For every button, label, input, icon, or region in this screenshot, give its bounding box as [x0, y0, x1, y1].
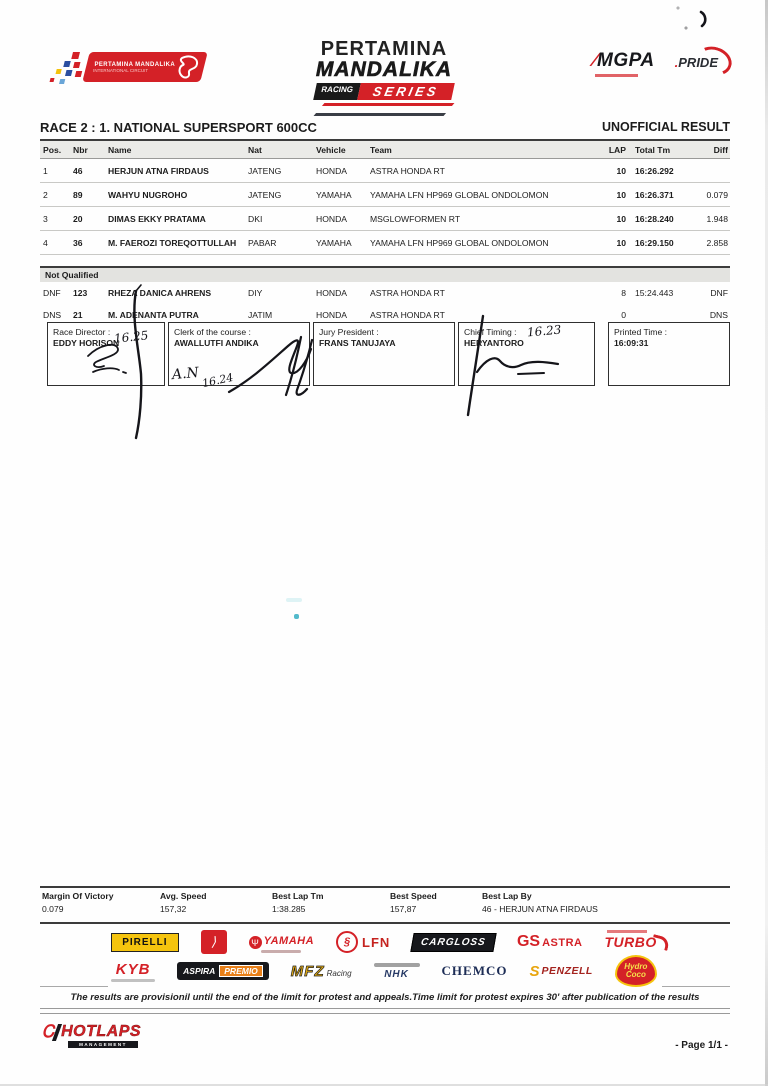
cell-lap: 0: [621, 310, 626, 320]
official-name: EDDY HORISON: [53, 338, 120, 348]
lfn-text: LFN: [362, 934, 391, 950]
cell-lap: 10: [616, 165, 626, 176]
mgpa-logo: [593, 50, 654, 72]
pertamina-mandalika-series-logo: [294, 38, 474, 116]
col-nat: Nat: [248, 144, 262, 155]
astra-text: ASTRA: [542, 937, 583, 949]
cell-pos: DNF: [43, 288, 61, 298]
cell-total: 16:28.240: [635, 213, 674, 224]
stat-value: 157,32: [160, 904, 187, 914]
pride-dot: .: [674, 54, 679, 70]
mandalika-circuit-logo: [48, 46, 208, 92]
cell-team: MSGLOWFORMEN RT: [370, 213, 461, 224]
cell-nbr: 36: [73, 237, 83, 248]
results-table-header: [40, 139, 730, 159]
document-header: [40, 38, 728, 116]
circuit-name: PERTAMINA MANDALIKA: [94, 61, 176, 68]
provisional-results-disclaimer: The results are provisionil until the end of the limit for protest and appeals.Time limit for protest expires 30' after publication of the results: [70, 992, 700, 1003]
corner-pen-mark: [701, 12, 705, 26]
aspira-text: ASPIRA: [183, 966, 216, 976]
cell-diff: DNF: [710, 288, 728, 298]
aspira-premio-logo: [177, 962, 269, 980]
pride-swoosh-icon: [693, 42, 736, 80]
race-statistics: [40, 886, 730, 924]
table-row-dnf: [40, 282, 730, 304]
cell-total: 16:26.292: [635, 165, 674, 176]
cargloss-logo: CARGLOSS: [411, 933, 497, 952]
series-logo-stripes: [314, 103, 455, 116]
cell-lap: 10: [616, 237, 626, 248]
stat-label: Avg. Speed: [160, 891, 207, 901]
cell-nat: DIY: [248, 288, 263, 298]
not-qualified-header: [40, 266, 730, 282]
handwritten-time-clerk: 16.24: [200, 370, 235, 391]
race-title: RACE 2 : 1. NATIONAL SUPERSPORT 600CC: [40, 120, 317, 135]
turbo-topbar: [607, 930, 647, 933]
stat-best-lap-by: [482, 891, 598, 914]
table-row: [40, 159, 730, 183]
coco-text: Coco: [625, 970, 646, 979]
mgpa-text: MGPA: [597, 50, 655, 71]
cell-name: M. FAEROZI TOREQOTTULLAH: [108, 237, 237, 248]
stat-label: Best Lap By: [482, 891, 532, 901]
table-row: [40, 183, 730, 207]
mfz-text: MFZ: [290, 962, 325, 980]
series-logo-line2: MANDALIKA: [315, 58, 453, 81]
cell-vehicle: HONDA: [316, 165, 348, 176]
kyb-subtext-smudge: [111, 979, 155, 982]
gs-astra-logo: [517, 933, 583, 951]
col-nbr: Nbr: [73, 144, 88, 155]
cell-vehicle: YAMAHA: [316, 237, 352, 248]
nhk-topline-smudge: [374, 963, 420, 967]
cell-nbr: 123: [73, 288, 88, 298]
yamaha-logo: [249, 931, 314, 954]
cell-vehicle: YAMAHA: [316, 189, 352, 200]
col-pos: Pos.: [43, 144, 62, 155]
cell-nat: DKI: [248, 213, 263, 224]
cell-nat: PABAR: [248, 237, 277, 248]
rule-segment-left: [40, 986, 108, 987]
cell-pos: DNS: [43, 310, 62, 320]
cell-pos: 2: [43, 189, 48, 200]
penzell-text: PENZELL: [541, 965, 593, 977]
track-outline-icon: [174, 52, 204, 82]
official-role: Chief Timing :: [464, 327, 517, 337]
stat-value: 46 - HERJUN ATNA FIRDAUS: [482, 904, 598, 914]
mgpa-red-accent: ∕: [593, 50, 598, 71]
stat-label: Margin Of Victory: [42, 891, 114, 901]
cell-team: ASTRA HONDA RT: [370, 310, 445, 320]
cell-pos: 4: [43, 237, 48, 248]
cell-nbr: 46: [73, 165, 83, 176]
page-number: - Page 1/1 -: [675, 1040, 728, 1051]
hydro-coco-logo: [615, 955, 657, 987]
honda-wing-icon: ⟩: [201, 930, 227, 954]
col-team: Team: [370, 144, 392, 155]
printed-time-value: 16:09:31: [614, 338, 649, 348]
cell-name: WAHYU NUGROHO: [108, 189, 188, 200]
cell-diff: 1.948: [706, 213, 728, 224]
printed-time-box: [608, 322, 730, 386]
col-total-tm: Total Tm: [635, 144, 671, 155]
hotlaps-logo: [42, 1022, 141, 1048]
pride-logo: [671, 51, 728, 72]
cell-nat: JATENG: [248, 165, 282, 176]
stat-best-speed: [390, 891, 437, 914]
cell-vehicle: HONDA: [316, 213, 348, 224]
lfn-circle-icon: §: [336, 931, 358, 953]
stat-label: Best Speed: [390, 891, 437, 901]
sponsor-row-1: [60, 928, 708, 956]
cell-vehicle: HONDA: [316, 310, 348, 320]
cell-lap: 10: [616, 213, 626, 224]
cell-nbr: 89: [73, 189, 83, 200]
official-role: Jury President :: [319, 327, 379, 337]
cell-diff: 0.079: [706, 189, 728, 200]
cell-total: 16:26.371: [635, 189, 674, 200]
gs-text: GS: [516, 933, 541, 950]
jury-president-box: [313, 322, 455, 386]
col-vehicle: Vehicle: [316, 144, 346, 155]
cell-diff: DNS: [709, 310, 728, 320]
cell-team: ASTRA HONDA RT: [370, 165, 445, 176]
handwritten-time-race-director: 16.25: [113, 328, 149, 346]
scan-speck: [294, 614, 299, 619]
pirelli-logo: PIRELLI: [111, 933, 178, 952]
result-status-label: UNOFFICIAL RESULT: [601, 120, 730, 134]
penzell-logo: [529, 963, 592, 980]
official-role: Race Director :: [53, 327, 111, 337]
cell-total: 15:24.443: [635, 288, 674, 298]
cell-lap: 8: [621, 288, 626, 298]
yamaha-text: YAMAHA: [263, 934, 315, 947]
col-diff: Diff: [713, 144, 728, 155]
kyb-text: KYB: [115, 960, 151, 978]
turbo-logo: [605, 934, 657, 950]
table-row: [40, 231, 730, 255]
cell-pos: 3: [43, 213, 48, 224]
stat-label: Best Lap Tm: [272, 891, 324, 901]
yamaha-subtext-smudge: [261, 950, 301, 953]
cell-team: YAMAHA LFN HP969 GLOBAL ONDOLOMON: [370, 189, 549, 200]
cell-nbr: 21: [73, 310, 83, 320]
cell-diff: 2.858: [706, 237, 728, 248]
official-name: AWALLUTFI ANDIKA: [174, 338, 259, 348]
footer-divider: [40, 1008, 730, 1014]
cell-total: 16:29.150: [635, 237, 674, 248]
yamaha-tuningfork-icon: Ψ: [249, 936, 262, 949]
hotlaps-c-icon: Ꮯ: [42, 1022, 55, 1041]
official-name: HERYANTORO: [464, 338, 524, 348]
cell-name: HERJUN ATNA FIRDAUS: [108, 165, 209, 176]
handwritten-time-chief-timing: 16.23: [526, 322, 562, 340]
series-logo-series: SERIES: [357, 83, 454, 100]
cell-team: YAMAHA LFN HP969 GLOBAL ONDOLOMON: [370, 237, 549, 248]
cell-vehicle: HONDA: [316, 288, 348, 298]
cell-nat: JATENG: [248, 189, 282, 200]
pride-text: PRIDE: [678, 54, 718, 70]
cell-team: ASTRA HONDA RT: [370, 288, 445, 298]
turbo-text: TURBO: [604, 934, 657, 950]
series-logo-racing: RACING: [314, 83, 361, 100]
not-qualified-title: Not Qualified: [45, 270, 99, 280]
lfn-logo: [336, 931, 390, 953]
stat-value: 157,87: [390, 904, 417, 914]
official-role: Clerk of the course :: [174, 327, 251, 337]
stat-best-lap-tm: [272, 891, 324, 914]
circuit-subtitle: INTERNATIONAL CIRCUIT: [93, 67, 149, 73]
racing-text: Racing: [326, 968, 352, 978]
table-row: [40, 207, 730, 231]
rule-segment-right: [662, 986, 730, 987]
premio-text: PREMIO: [219, 965, 263, 977]
col-name: Name: [108, 144, 132, 155]
printed-time-label: Printed Time :: [614, 327, 668, 337]
series-logo-line1: PERTAMINA: [320, 38, 448, 60]
mfz-racing-logo: [291, 963, 352, 980]
cell-lap: 10: [616, 189, 626, 200]
results-table: [40, 139, 730, 326]
hydro-text: Hydro: [624, 962, 648, 971]
cell-nat: JATIM: [248, 310, 273, 320]
nhk-text: NHK: [384, 968, 409, 980]
hotlaps-text: HOTLAPS: [61, 1023, 142, 1040]
col-lap: LAP: [608, 144, 626, 155]
official-name: FRANS TANUJAYA: [319, 338, 396, 348]
stat-margin-of-victory: [42, 891, 113, 914]
scan-smudge: [286, 598, 302, 602]
cell-name: DIMAS EKKY PRATAMA: [108, 213, 206, 224]
penzell-s-icon: S: [529, 962, 540, 980]
stat-value: 0.079: [42, 904, 64, 914]
cell-pos: 1: [43, 165, 48, 176]
kyb-logo: [111, 961, 155, 982]
cell-name: M. ADENANTA PUTRA: [108, 310, 199, 320]
sponsor-row-2: [60, 957, 708, 985]
hotlaps-subtext: MANAGEMENT: [68, 1041, 138, 1048]
handwritten-initials-clerk: A.N: [171, 364, 200, 384]
stat-avg-speed: [160, 891, 206, 914]
mgpa-underline: [595, 74, 638, 77]
confetti-mosaic-icon: [48, 48, 88, 94]
nhk-logo: [374, 963, 420, 980]
cell-nbr: 20: [73, 213, 83, 224]
cell-name: RHEZA DANICA AHRENS: [108, 288, 212, 298]
chemco-logo: CHEMCO: [441, 963, 508, 978]
stat-value: 1:38.285: [272, 904, 306, 914]
